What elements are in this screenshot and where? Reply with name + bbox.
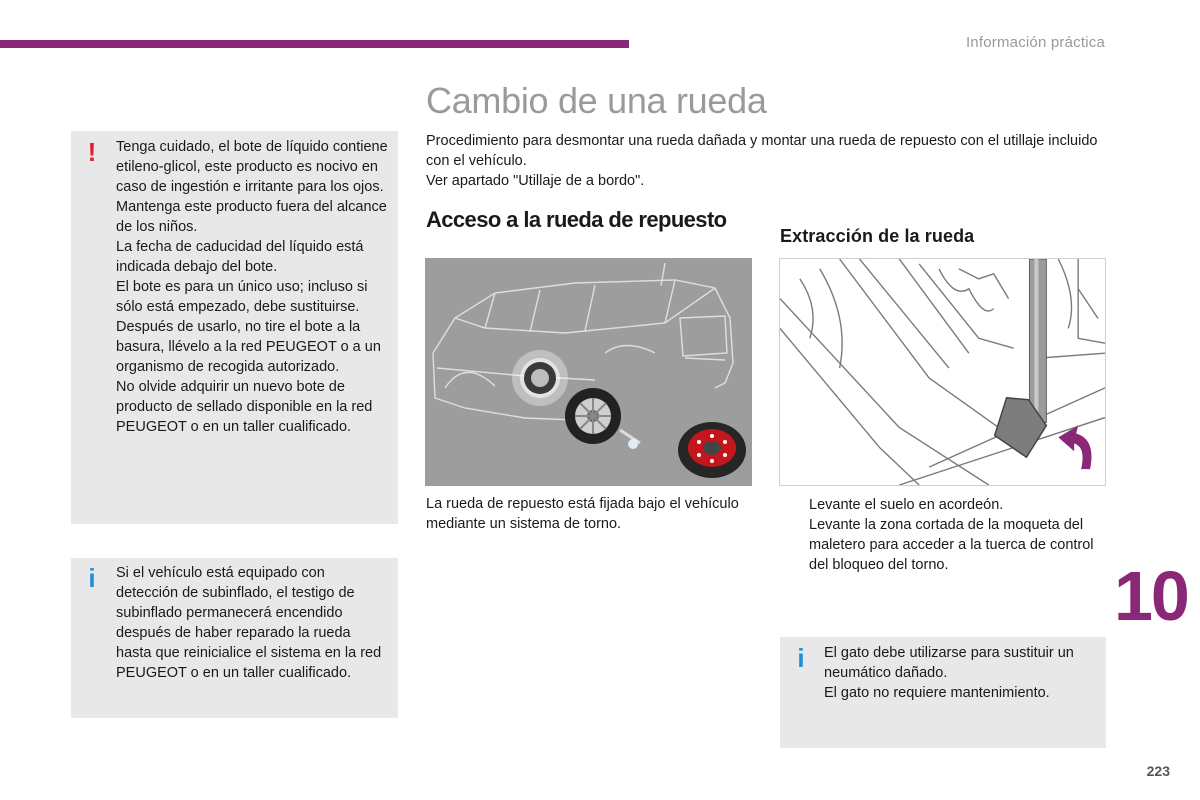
list-item (780, 515, 1100, 575)
exclamation-icon: ! (87, 137, 97, 167)
chapter-number: 10 (1114, 557, 1188, 635)
info-paragraph: Si el vehículo está equipado con detección de subinflado, el testigo de subinflado permanecerá encendido después de haber reparado la rueda hasta que reinicialice el sistema en la red PEUGEOT o en un taller cualificado. (116, 565, 382, 681)
info-box-subinflado (71, 558, 398, 718)
warning-paragraph: No olvide adquirir un nuevo bote de producto de sellado disponible en la red PEUGEOT o en un taller cualificado. (116, 379, 373, 435)
warning-paragraph: La fecha de caducidad del líquido está indicada debajo del bote. (116, 239, 364, 275)
info-text (824, 643, 1098, 703)
car-spare-wheel-illustration (425, 258, 752, 486)
extraction-steps (780, 495, 1100, 575)
trunk-floor-illustration (779, 258, 1106, 486)
warning-paragraph: El bote es para un único uso; incluso si sólo está empezado, debe sustituirse. (116, 279, 368, 315)
info-paragraph: El gato no requiere mantenimiento. (824, 685, 1050, 701)
list-item (780, 495, 1100, 515)
warning-paragraph: Tenga cuidado, el bote de líquido contiene etileno-glicol, este producto es nocivo en caso de ingestión e irritante para los ojos. Mantenga este producto fuera del alcance de los niños. (116, 139, 388, 235)
info-icon: i (797, 643, 805, 673)
intro-text (426, 131, 1106, 191)
page-title: Cambio de una rueda (426, 80, 767, 121)
warning-text (116, 137, 390, 437)
heading-access-spare-wheel: Acceso a la rueda de repuesto (426, 207, 727, 232)
info-text (116, 563, 390, 683)
warning-paragraph: Después de usarlo, no tire el bote a la basura, llévelo a la red PEUGEOT o a un organismo de recogida autorizado. (116, 319, 381, 375)
info-box-jack (780, 637, 1106, 748)
intro-line-1: Procedimiento para desmontar una rueda dañada y montar una rueda de repuesto con el utillaje incluido con el vehículo. (426, 133, 1098, 169)
access-caption: La rueda de repuesto está fijada bajo el vehículo mediante un sistema de torno. (426, 496, 739, 532)
warning-box (71, 131, 398, 524)
info-icon: i (88, 563, 96, 593)
intro-line-2: Ver apartado "Utillaje de a bordo". (426, 173, 645, 189)
heading-wheel-extraction: Extracción de la rueda (780, 226, 975, 246)
step-text: Levante la zona cortada de la moqueta del maletero para acceder a la tuerca de control del bloqueo del torno. (809, 517, 1094, 573)
page-number: 223 (1146, 763, 1170, 779)
info-paragraph: El gato debe utilizarse para sustituir un neumático dañado. (824, 645, 1074, 681)
section-header: Información práctica (965, 34, 1105, 51)
step-text: Levante el suelo en acordeón. (809, 497, 1004, 513)
chapter-color-bar (0, 40, 629, 48)
